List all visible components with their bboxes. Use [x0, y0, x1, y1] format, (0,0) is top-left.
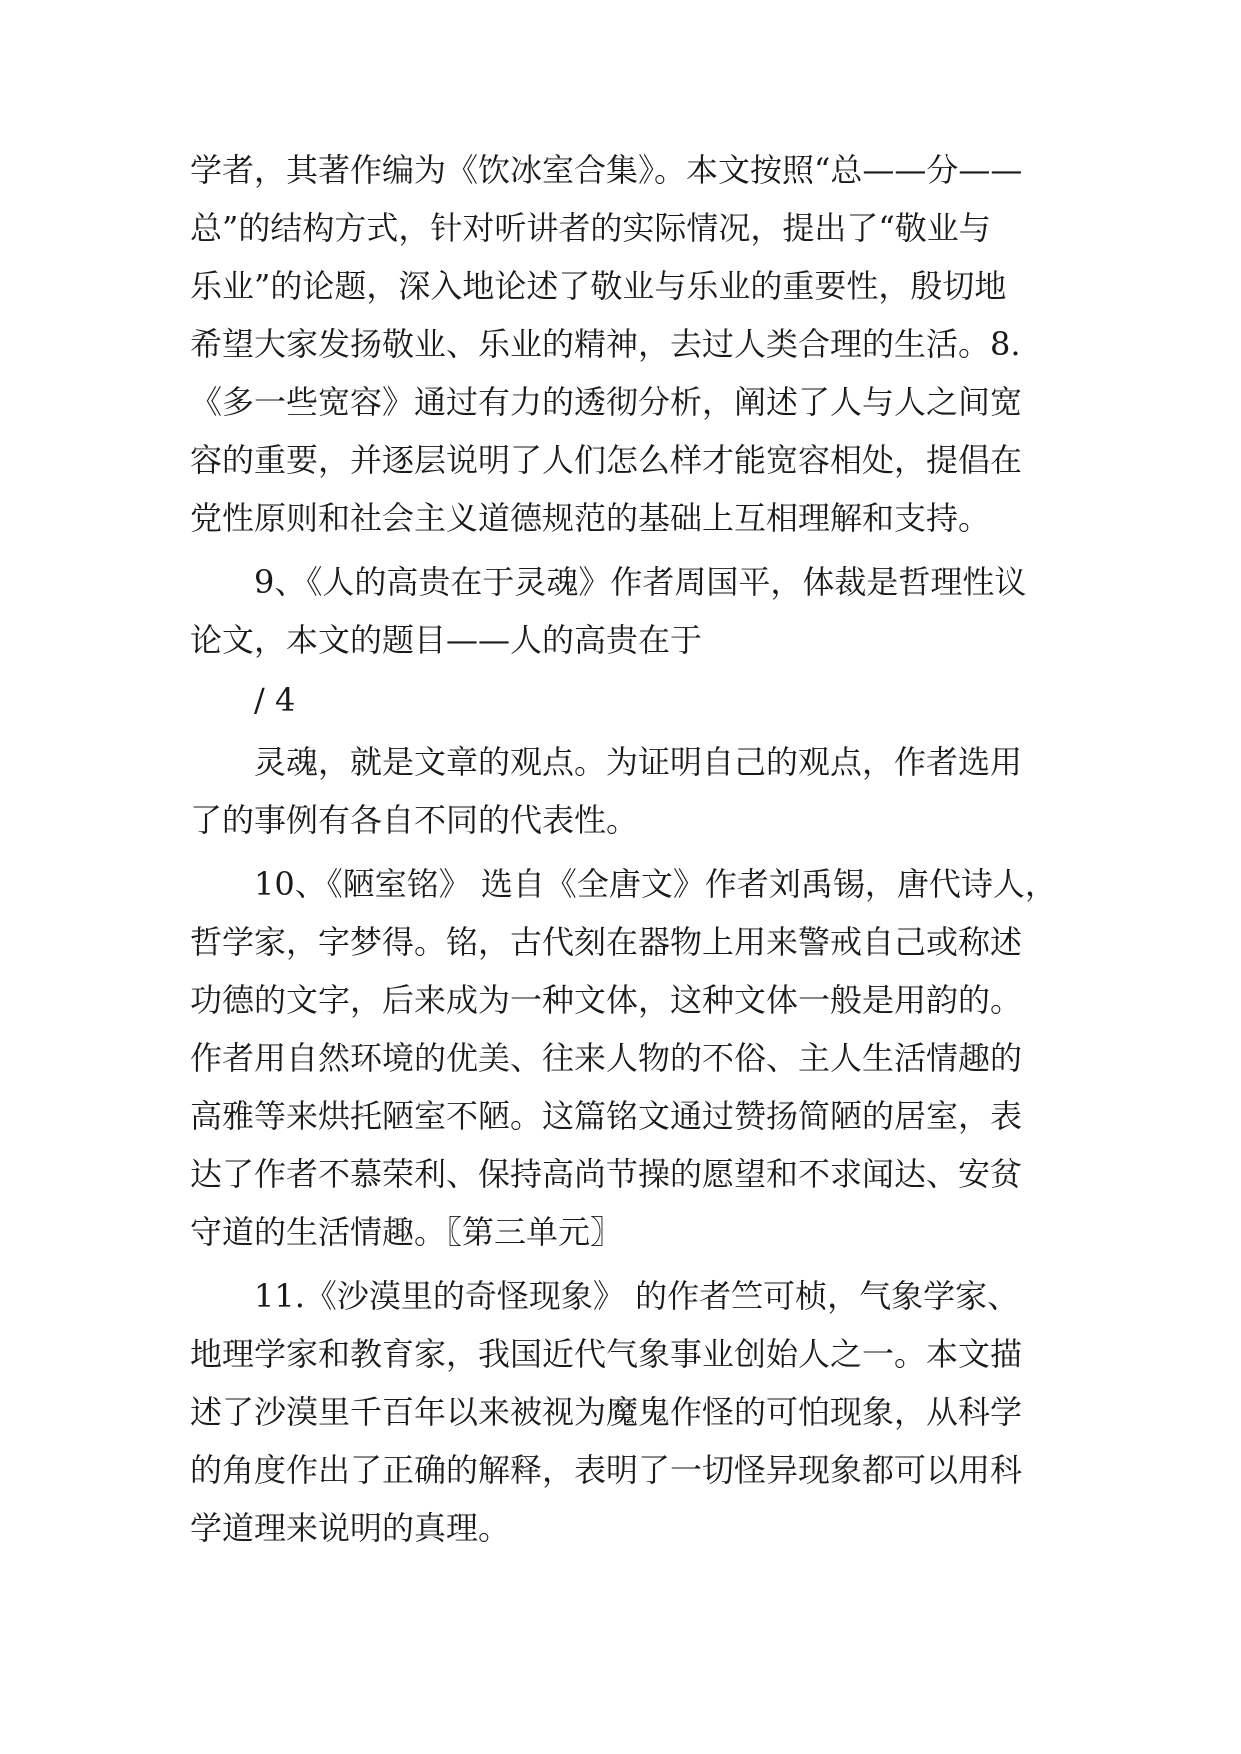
body-text-line: 灵魂，就是文章的观点。为证明自己的观点，作者选用 [254, 743, 1023, 781]
body-text-line: 10、《陋室铭》 选自《全唐文》作者刘禹锡，唐代诗人， [254, 865, 1057, 903]
body-text-line: 了的事例有各自不同的代表性。 [190, 801, 639, 839]
body-text-line: 作者用自然环境的优美、往来人物的不俗、主人生活情趣的 [190, 1039, 1023, 1077]
body-text-line: 学道理来说明的真理。 [190, 1509, 511, 1547]
body-text-line: 乐业”的论题，深入地论述了敬业与乐业的重要性，殷切地 [190, 267, 1007, 305]
body-text-line: 的角度作出了正确的解释，表明了一切怪异现象都可以用科 [190, 1451, 1023, 1489]
body-text-line: 论文，本文的题目——人的高贵在于 [190, 621, 703, 659]
body-text-line: 高雅等来烘托陋室不陋。这篇铭文通过赞扬简陋的居室，表 [190, 1097, 1023, 1135]
body-text-line: 达了作者不慕荣利、保持高尚节操的愿望和不求闻达、安贫 [190, 1155, 1023, 1193]
body-text-line: 9、《人的高贵在于灵魂》作者周国平，体裁是哲理性议 [254, 563, 1027, 601]
body-text-line: 功德的文字，后来成为一种文体，这种文体一般是用韵的。 [190, 981, 1023, 1019]
body-text-line: 希望大家发扬敬业、乐业的精神，去过人类合理的生活。8. [190, 325, 1021, 363]
body-text-line: 哲学家，字梦得。铭，古代刻在器物上用来警戒自己或称述 [190, 923, 1023, 961]
body-text-line: 述了沙漠里千百年以来被视为魔鬼作怪的可怕现象，从科学 [190, 1393, 1023, 1431]
body-text-line: 总”的结构方式，针对听讲者的实际情况，提出了“敬业与 [190, 209, 991, 247]
body-text-line: 11.《沙漠里的奇怪现象》 的作者竺可桢，气象学家、 [254, 1277, 1020, 1315]
body-text-line: 党性原则和社会主义道德规范的基础上互相理解和支持。 [190, 499, 991, 537]
body-text-line: 守道的生活情趣。〖第三单元〗 [190, 1213, 623, 1251]
body-text-line: 《多一些宽容》通过有力的透彻分析，阐述了人与人之间宽 [190, 383, 1023, 421]
body-text-line: 地理学家和教育家，我国近代气象事业创始人之一。本文描 [190, 1335, 1023, 1373]
body-text-line: 容的重要，并逐层说明了人们怎么样才能宽容相处，提倡在 [190, 441, 1023, 479]
body-text-line: 学者，其著作编为《饮冰室合集》。本文按照“总——分—— [190, 151, 1023, 189]
page-number: / 4 [254, 681, 296, 719]
